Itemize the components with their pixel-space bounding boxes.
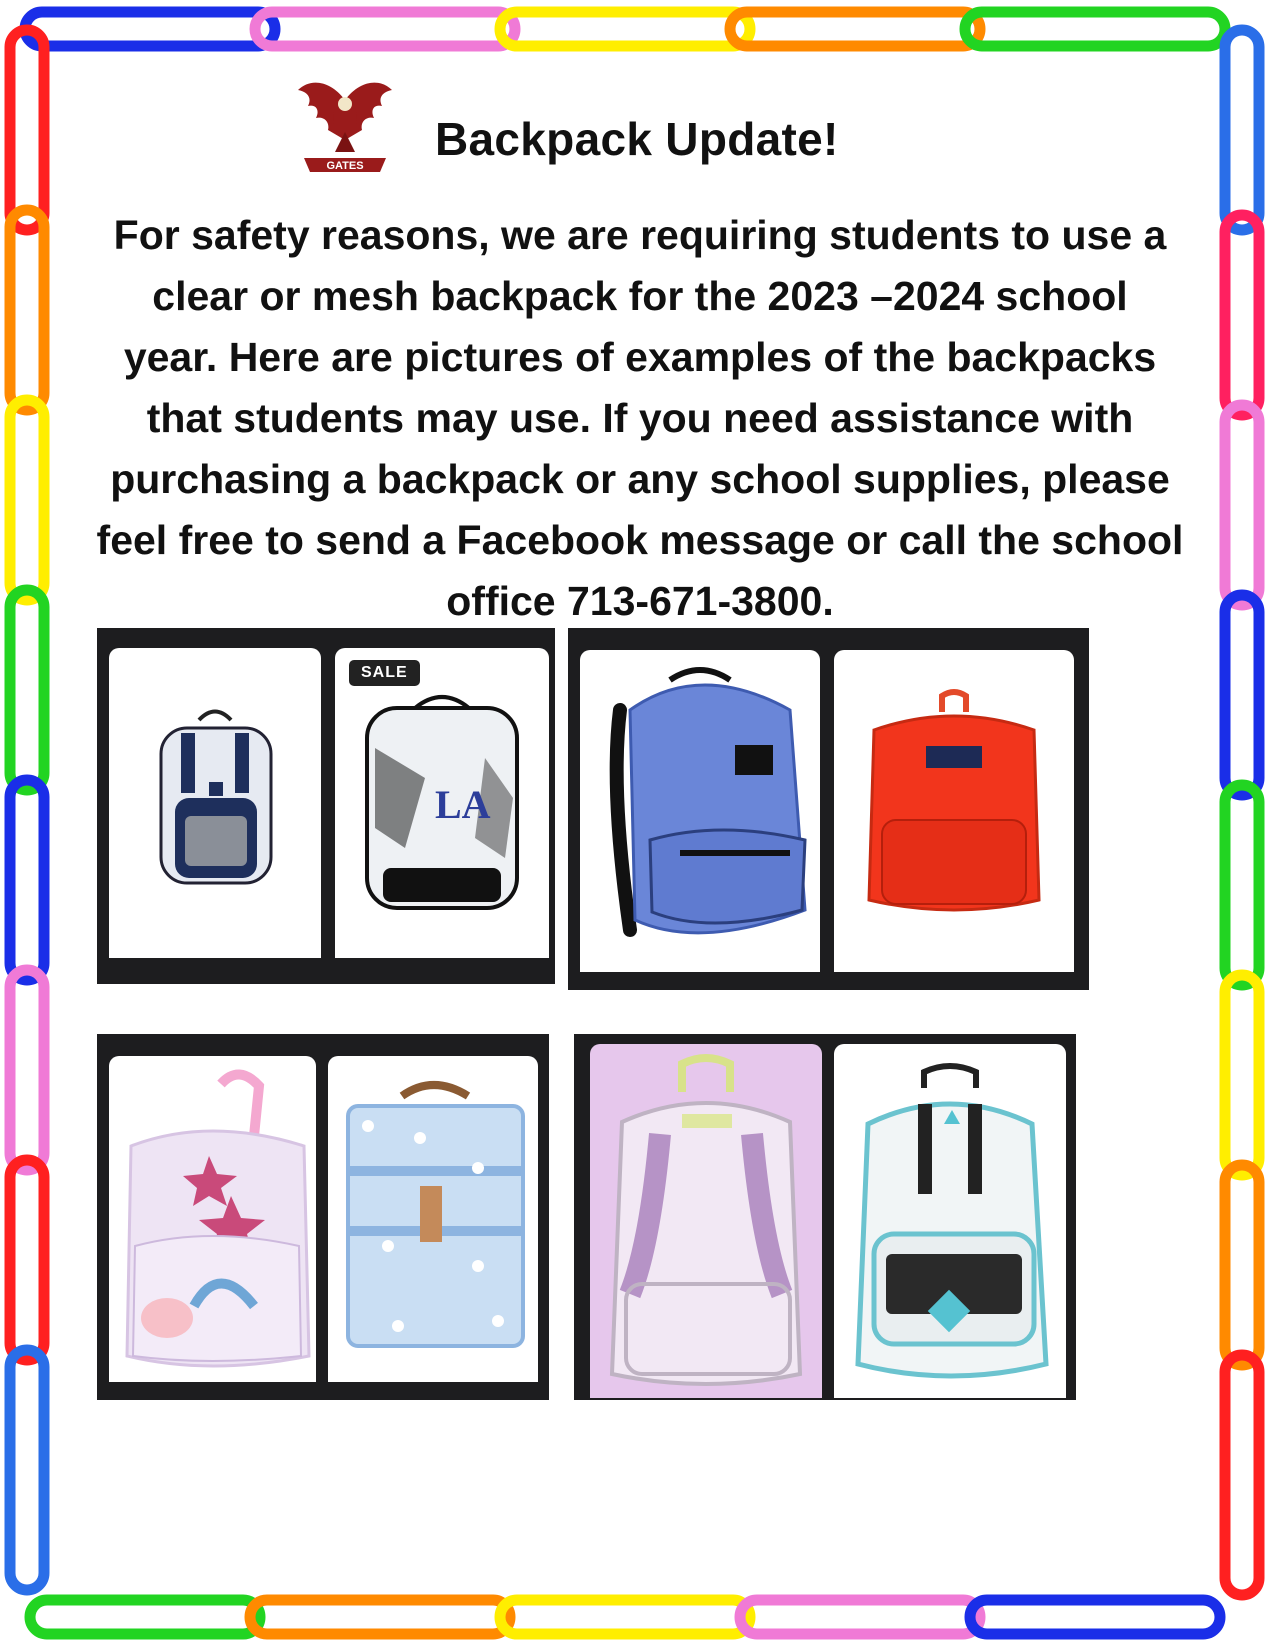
clear-lavender-backpack-icon: [590, 1044, 822, 1398]
gates-eagle-logo-icon: [290, 70, 400, 182]
holographic-star-backpack-icon: [109, 1056, 316, 1382]
page-title: Backpack Update!: [435, 113, 839, 165]
product-card: [580, 650, 820, 972]
announcement-line: that students may use. If you need assistance with: [146, 395, 1134, 441]
product-card: [109, 648, 321, 958]
product-card: [834, 650, 1074, 972]
announcement-line: year. Here are pictures of examples of the backpacks: [123, 334, 1157, 380]
blue-mesh-adidas-backpack-icon: [580, 650, 820, 972]
clear-la-backpack-icon: [335, 648, 549, 958]
backpack-panel: [97, 1034, 549, 1400]
product-card: [109, 1056, 316, 1382]
product-card: [335, 648, 549, 958]
product-card: [590, 1044, 822, 1398]
red-mesh-jansport-backpack-icon: [834, 650, 1074, 972]
clear-teal-backpack-icon: [834, 1044, 1066, 1398]
announcement-text: [80, 205, 1200, 632]
announcement-line: feel free to send a Facebook message or call the school: [96, 517, 1184, 563]
backpack-panel: [574, 1034, 1076, 1400]
logo-text: GATES: [326, 160, 364, 172]
product-card: [834, 1044, 1066, 1398]
backpack-panel: [568, 628, 1089, 990]
svg-text:LA: LA: [435, 782, 491, 827]
backpack-panel: [97, 628, 555, 984]
product-card: [328, 1056, 538, 1382]
announcement-line: purchasing a backpack or any school supplies, please: [110, 456, 1170, 502]
clear-navy-backpack-icon: [109, 648, 321, 958]
sale-badge: SALE: [349, 660, 420, 686]
announcement-line: For safety reasons, we are requiring students to use a: [113, 212, 1167, 258]
announcement-line: clear or mesh backpack for the 2023 –2024 school: [152, 273, 1128, 319]
blue-flower-mesh-backpack-icon: [328, 1056, 538, 1382]
announcement-line: office 713-671-3800.: [446, 578, 834, 624]
